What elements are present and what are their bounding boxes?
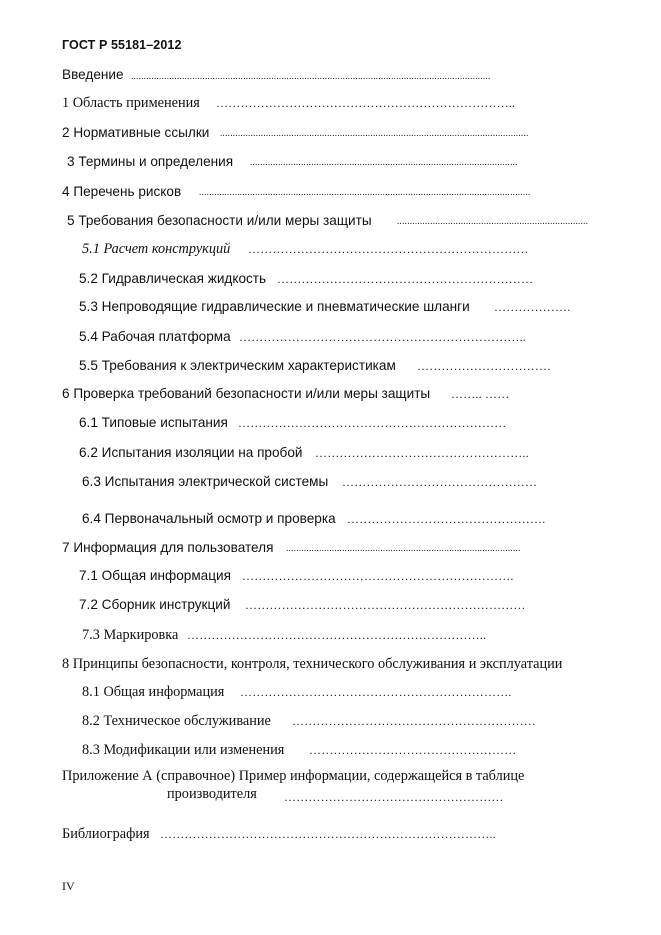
toc-leader: …………………………………………………… — [292, 714, 536, 728]
toc-label: 7 Информация для пользователя — [62, 540, 274, 555]
toc-entry-6-3[interactable] — [82, 473, 328, 491]
toc-leader: …………………………………………. — [347, 512, 546, 526]
toc-label: 8.3 Модификации или изменения — [82, 742, 285, 758]
toc-leader: …………………………………………………………… — [245, 598, 526, 612]
toc-entry-bibliography[interactable] — [62, 825, 150, 843]
toc-entry-6-1[interactable] — [79, 414, 228, 432]
toc-leader: ........................................................................... — [397, 216, 589, 226]
toc-entry-safety-requirements[interactable] — [67, 212, 372, 230]
toc-entry-safety-principles[interactable] — [62, 655, 562, 673]
toc-entry-7-3[interactable] — [82, 626, 178, 644]
toc-label: 6.3 Испытания электрической системы — [82, 474, 329, 489]
toc-entry-annex-a-continued: производителя — [167, 786, 257, 802]
toc-label: 7.2 Сборник инструкций — [79, 597, 231, 612]
toc-label: 6 Проверка требований безопасности и/или меры защиты — [62, 386, 431, 401]
toc-entry-8-1[interactable] — [82, 683, 224, 701]
toc-label: 5.3 Непроводящие гидравлические и пневматические шланги — [79, 299, 470, 314]
toc-label: 6.1 Типовые испытания — [79, 415, 228, 430]
toc-label: 5.1 Расчет конструкций — [82, 241, 231, 257]
toc-leader: …………………………………………………………….. — [239, 330, 526, 344]
toc-leader: …………………………………………………………… — [248, 242, 529, 256]
toc-label: Библиография — [62, 826, 150, 842]
toc-leader: ………………………………………… — [342, 475, 538, 489]
toc-label: 4 Перечень рисков — [62, 184, 182, 199]
toc-label: 7.1 Общая информация — [79, 568, 231, 583]
toc-entry-introduction[interactable] — [62, 66, 124, 84]
toc-leader: ......................................................................................................... — [250, 157, 518, 167]
toc-label: 5 Требования безопасности и/или меры защиты — [67, 213, 372, 228]
toc-entry-8-2[interactable] — [82, 712, 271, 730]
toc-leader: …………………………………………….. — [315, 446, 529, 460]
toc-leader: …….. …… — [451, 387, 510, 401]
toc-entry-7-2[interactable] — [79, 596, 230, 614]
toc-entry-verification[interactable] — [62, 385, 430, 403]
toc-label: 1 Область применения — [62, 95, 200, 111]
page-number: IV — [62, 879, 75, 893]
toc-leader: ……………………………………………………… — [277, 272, 534, 286]
toc-label: 3 Термины и определения — [67, 154, 234, 169]
toc-entry-5-3[interactable] — [79, 298, 470, 316]
toc-leader: ……………………………………………………………….. — [187, 628, 487, 642]
toc-label: 8.1 Общая информация — [82, 684, 225, 700]
toc-entry-8-3[interactable] — [82, 741, 284, 759]
toc-label: Введение — [62, 67, 124, 82]
toc-entry-normative-references[interactable] — [62, 124, 209, 142]
toc-leader: ……………………………………………… — [284, 790, 504, 804]
toc-entry-5-5[interactable] — [79, 357, 396, 375]
toc-entry-5-1[interactable] — [82, 240, 230, 258]
toc-entry-terms[interactable] — [67, 153, 233, 171]
toc-leader: ………………………………………………………… — [238, 416, 507, 430]
toc-leader: ......................................................................................................................... — [220, 128, 529, 138]
toc-entry-5-4[interactable] — [79, 328, 231, 346]
toc-leader: …………………………………………… — [309, 743, 517, 757]
document-header: ГОСТ Р 55181–2012 — [62, 38, 182, 52]
toc-entry-annex-a[interactable]: Приложение А (справочное) Пример информации, содержащейся в таблице — [62, 768, 525, 784]
toc-label: 5.4 Рабочая платформа — [79, 329, 231, 344]
toc-leader: ............................................................................................................................................. — [131, 71, 491, 81]
toc-leader: ............................................................................................ — [286, 543, 521, 553]
toc-label: 5.5 Требования к электрическим характеристикам — [79, 358, 396, 373]
toc-label: 5.2 Гидравлическая жидкость — [79, 271, 267, 286]
toc-leader: …………………………………………………………. — [242, 569, 514, 583]
toc-entry-7-1[interactable] — [79, 567, 231, 585]
toc-entry-6-4[interactable] — [82, 510, 336, 528]
toc-leader: ……………………………………………………………….. — [216, 96, 516, 110]
toc-label: 8.2 Техническое обслуживание — [82, 713, 271, 729]
toc-leader: …………………………………………………………. — [240, 685, 512, 699]
toc-entry-user-information[interactable] — [62, 539, 273, 557]
toc-entry-5-2[interactable] — [79, 270, 266, 288]
toc-entry-6-2[interactable] — [79, 444, 303, 462]
toc-label: 7.3 Маркировка — [82, 627, 179, 643]
toc-entry-scope[interactable] — [62, 94, 200, 112]
toc-label: 6.2 Испытания изоляции на пробой — [79, 445, 303, 460]
toc-leader: .................................................................................................................................. — [199, 187, 531, 197]
toc-label: 6.4 Первоначальный осмотр и проверка — [82, 511, 336, 526]
toc-label: 2 Нормативные ссылки — [62, 125, 210, 140]
toc-leader: ……………………………………………………………………….. — [160, 827, 496, 841]
toc-label: 8 Принципы безопасности, контроля, технического обслуживания и эксплуатации — [62, 656, 563, 672]
toc-entry-hazards[interactable] — [62, 183, 181, 201]
toc-leader: ………………. — [494, 300, 571, 314]
toc-leader: …………………………… — [417, 359, 552, 373]
